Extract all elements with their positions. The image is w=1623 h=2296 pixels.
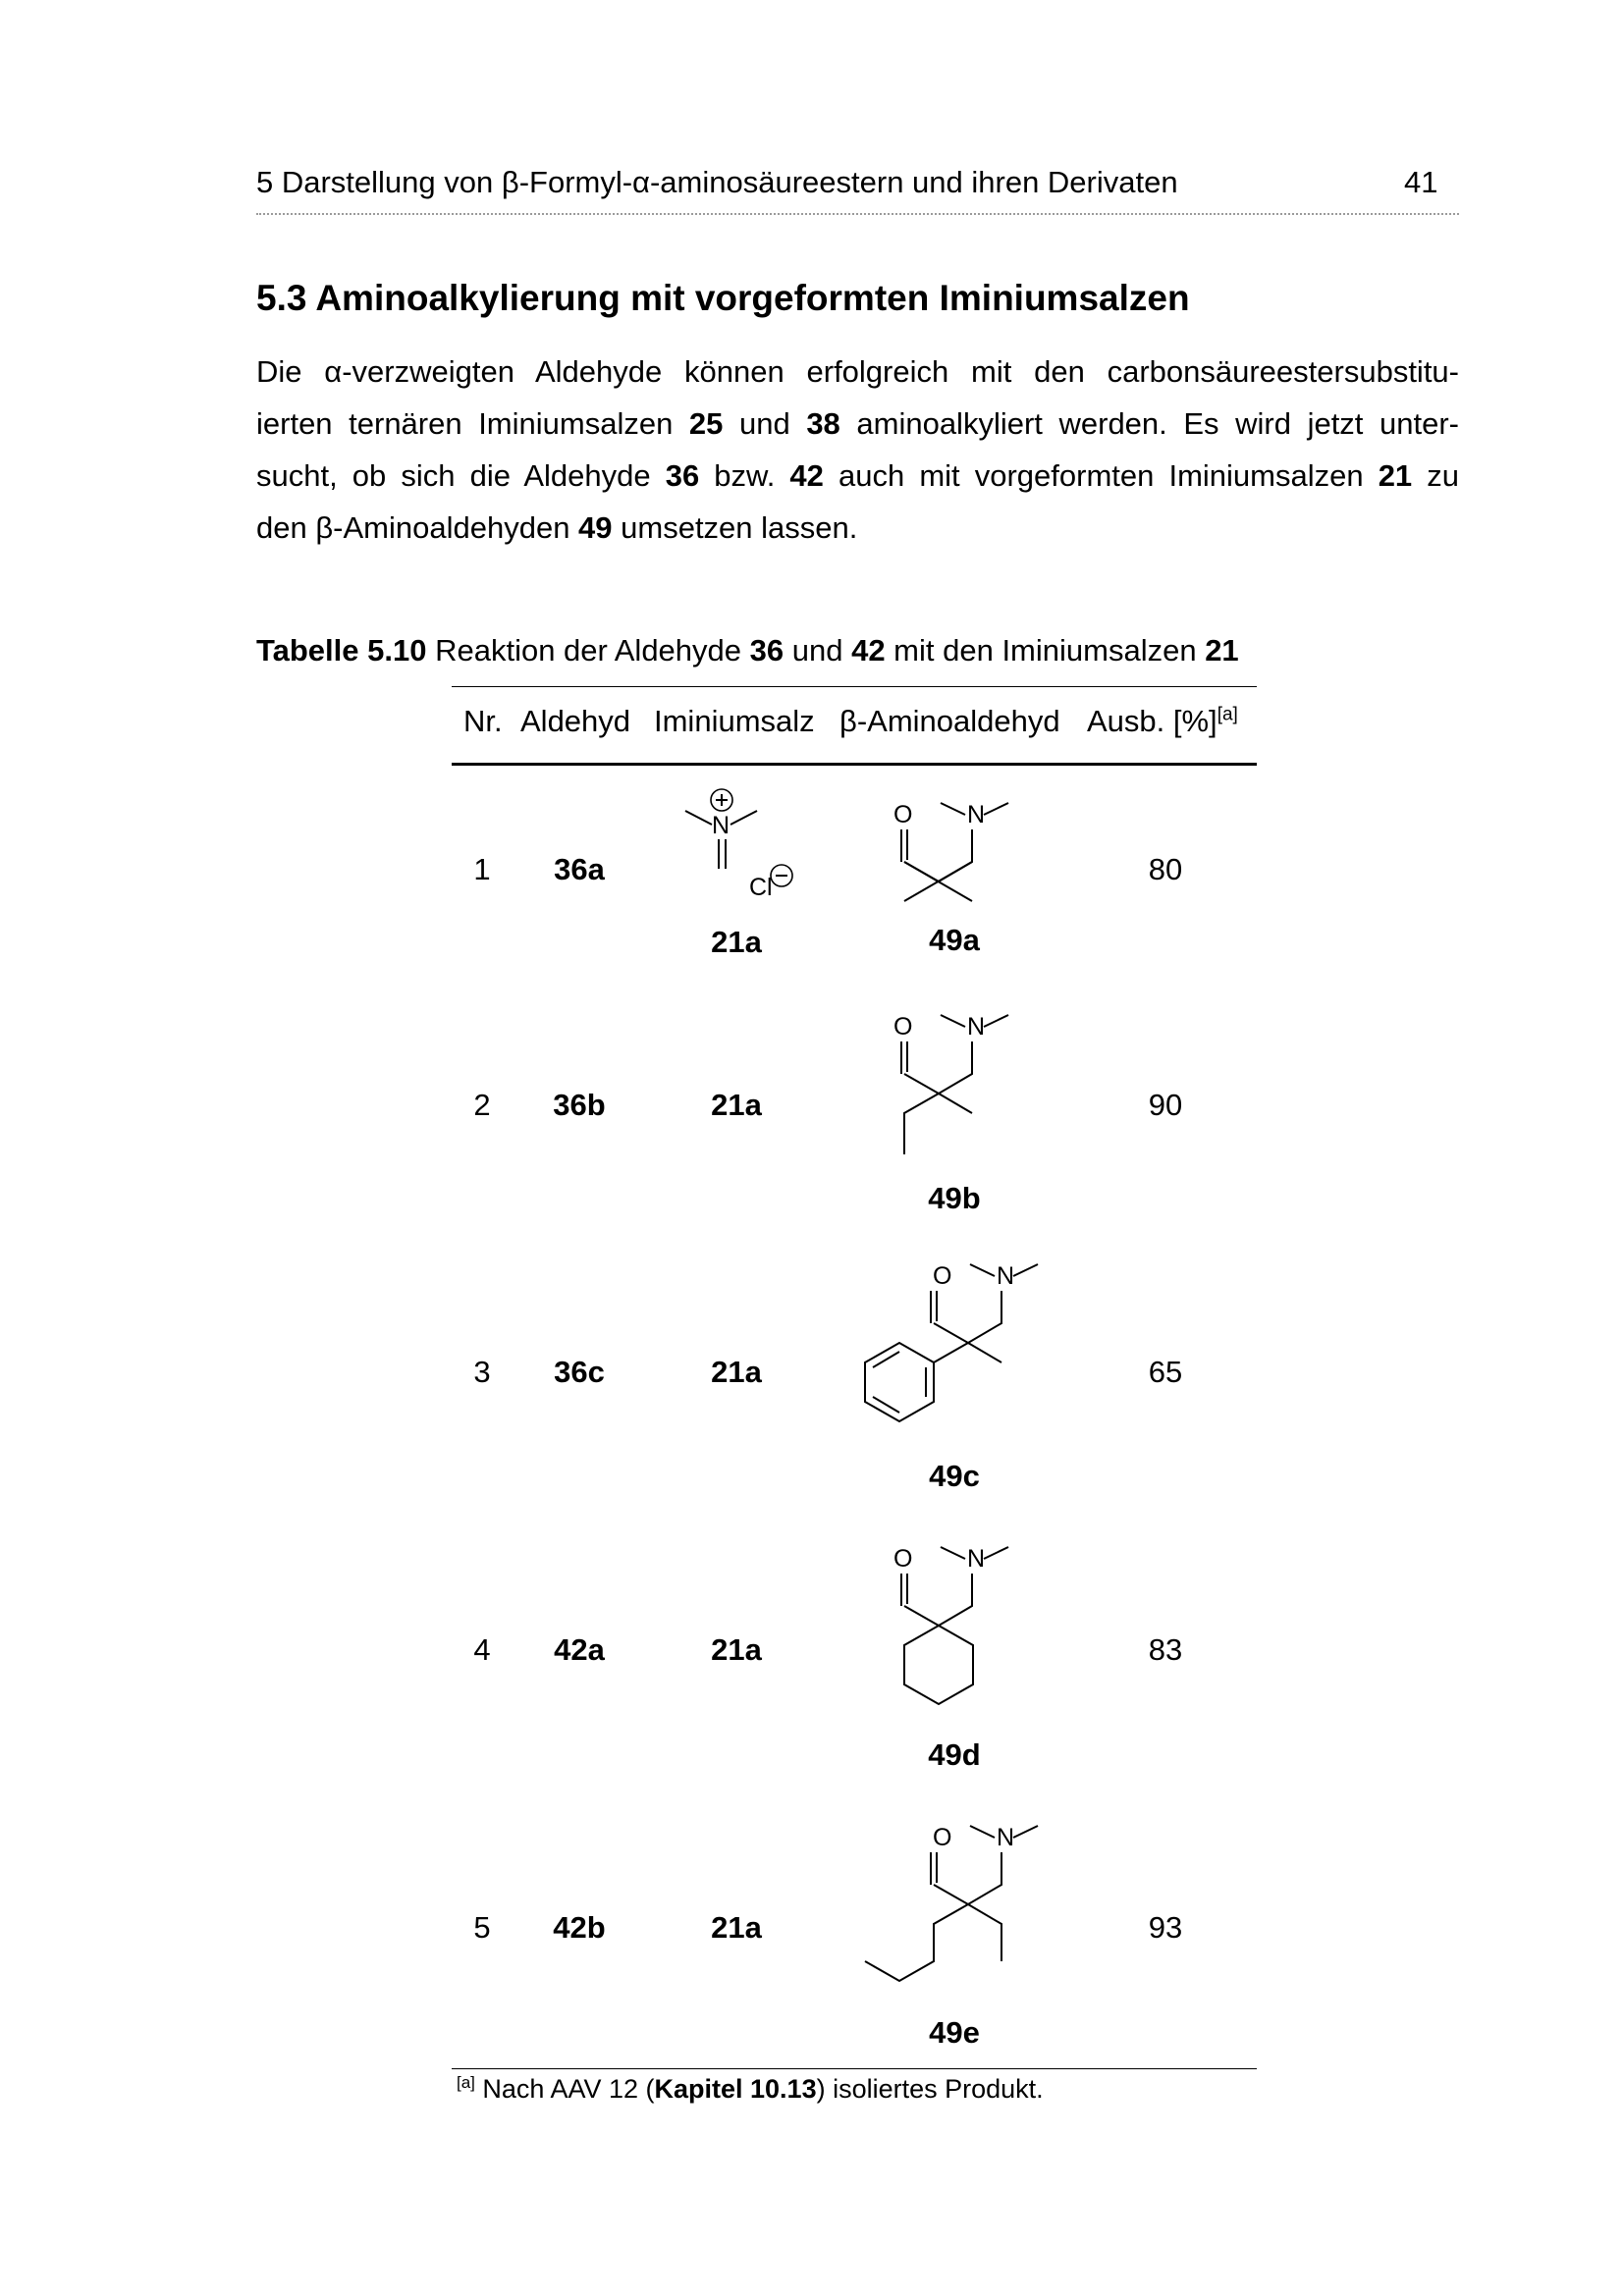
iminium-n-label: N	[712, 812, 730, 839]
compound-ref: 42	[789, 458, 824, 493]
header-aminoaldehyd: β-Aminoaldehyd	[839, 704, 1060, 738]
paragraph-line: Die α-verzweigten Aldehyde können erfolgreich mit den carbonsäureestersubstitu-	[256, 354, 1459, 389]
caption-ref-21: 21	[1205, 633, 1239, 667]
49a-o-label: O	[893, 801, 913, 828]
row-5-aldehyd: 42b	[553, 1910, 606, 1945]
chloride-label: Cl	[749, 874, 773, 901]
table-header-rule	[452, 763, 1257, 766]
footnote-mark: [a]	[457, 2073, 475, 2092]
header-divider	[256, 213, 1459, 215]
paragraph-line: den β-Aminoaldehyden 49 umsetzen lassen.	[256, 510, 858, 545]
compound-ref: 36	[665, 458, 700, 493]
paragraph-line: ierten ternären Iminiumsalzen 25 und 38 aminoalkyliert werden. Es wird jetzt unter-	[256, 406, 1459, 441]
row-3-aldehyd: 36c	[554, 1355, 605, 1389]
49a-n-label: N	[967, 801, 986, 828]
header-ausbeute	[1087, 704, 1238, 739]
structure-49c	[844, 1247, 1060, 1443]
row-5-product: 49e	[929, 2015, 980, 2050]
table-top-rule	[452, 686, 1257, 687]
table-caption	[256, 633, 1239, 668]
footnote-text-b: ) isoliertes Produkt.	[816, 2074, 1044, 2104]
row-3-product: 49c	[929, 1459, 980, 1493]
row-2-iminiumsalz: 21a	[711, 1088, 762, 1122]
row-1-ausbeute: 80	[1148, 852, 1183, 886]
section-title: 5.3 Aminoalkylierung mit vorgeformten Iminiumsalzen	[256, 278, 1190, 318]
49b-o-label: O	[893, 1013, 913, 1041]
49e-n-label: N	[997, 1824, 1015, 1851]
49e-o-label: O	[933, 1824, 952, 1851]
49c-o-label: O	[933, 1262, 952, 1290]
row-2-aldehyd: 36b	[553, 1088, 606, 1122]
row-2-ausbeute: 90	[1148, 1088, 1183, 1122]
row-5-nr: 5	[473, 1910, 491, 1945]
header-iminiumsalz: Iminiumsalz	[654, 704, 815, 738]
caption-text-a: Reaktion der Aldehyde	[426, 633, 750, 667]
running-header-title: 5 Darstellung von β-Formyl-α-aminosäureestern und ihren Derivaten	[256, 165, 1178, 199]
compound-ref: 21	[1378, 458, 1413, 493]
row-3-ausbeute: 65	[1148, 1355, 1183, 1389]
row-4-nr: 4	[473, 1632, 491, 1667]
row-3-iminiumsalz: 21a	[711, 1355, 762, 1389]
row-4-aldehyd: 42a	[554, 1632, 605, 1667]
49d-o-label: O	[893, 1545, 913, 1573]
structure-21a-iminium-salt	[668, 780, 825, 908]
footnote-ref: Kapitel 10.13	[654, 2074, 817, 2104]
row-3-nr: 3	[473, 1355, 491, 1389]
header-ausbeute-label: Ausb. [%]	[1087, 704, 1217, 738]
footnote-text-a: Nach AAV 12 (	[474, 2074, 655, 2104]
49c-n-label: N	[997, 1262, 1015, 1290]
header-aldehyd: Aldehyd	[520, 704, 631, 738]
caption-ref-42: 42	[851, 633, 886, 667]
table-footnote	[457, 2073, 1044, 2105]
49d-n-label: N	[967, 1545, 986, 1573]
row-5-ausbeute: 93	[1148, 1910, 1183, 1945]
row-1-iminiumsalz: 21a	[711, 925, 762, 959]
structure-49d	[884, 1529, 1041, 1726]
header-ausbeute-note: [a]	[1217, 704, 1238, 725]
paragraph-line: sucht, ob sich die Aldehyde 36 bzw. 42 auch mit vorgeformten Iminiumsalzen 21 zu	[256, 458, 1460, 493]
table-bottom-rule	[452, 2068, 1257, 2069]
row-4-product: 49d	[928, 1737, 981, 1772]
structure-49b	[884, 997, 1041, 1203]
row-5-iminiumsalz: 21a	[711, 1910, 762, 1945]
row-2-nr: 2	[473, 1088, 491, 1122]
compound-ref: 49	[578, 510, 613, 545]
header-nr: Nr.	[463, 704, 503, 738]
page-number: 41	[1404, 165, 1438, 199]
table-label: Tabelle 5.10	[256, 633, 427, 667]
row-2-product: 49b	[928, 1181, 981, 1215]
row-1-nr: 1	[473, 852, 491, 886]
structure-49e	[844, 1808, 1060, 2004]
compound-ref: 38	[806, 406, 840, 441]
row-1-product: 49a	[929, 923, 980, 957]
caption-ref-36: 36	[749, 633, 784, 667]
caption-text-b: und	[784, 633, 852, 667]
49b-n-label: N	[967, 1013, 986, 1041]
row-4-ausbeute: 83	[1148, 1632, 1183, 1667]
row-1-aldehyd: 36a	[554, 852, 605, 886]
structure-49a	[884, 785, 1041, 952]
compound-ref: 25	[688, 406, 724, 441]
caption-text-c: mit den Iminiumsalzen	[885, 633, 1206, 667]
row-4-iminiumsalz: 21a	[711, 1632, 762, 1667]
body-paragraph	[256, 346, 1459, 554]
